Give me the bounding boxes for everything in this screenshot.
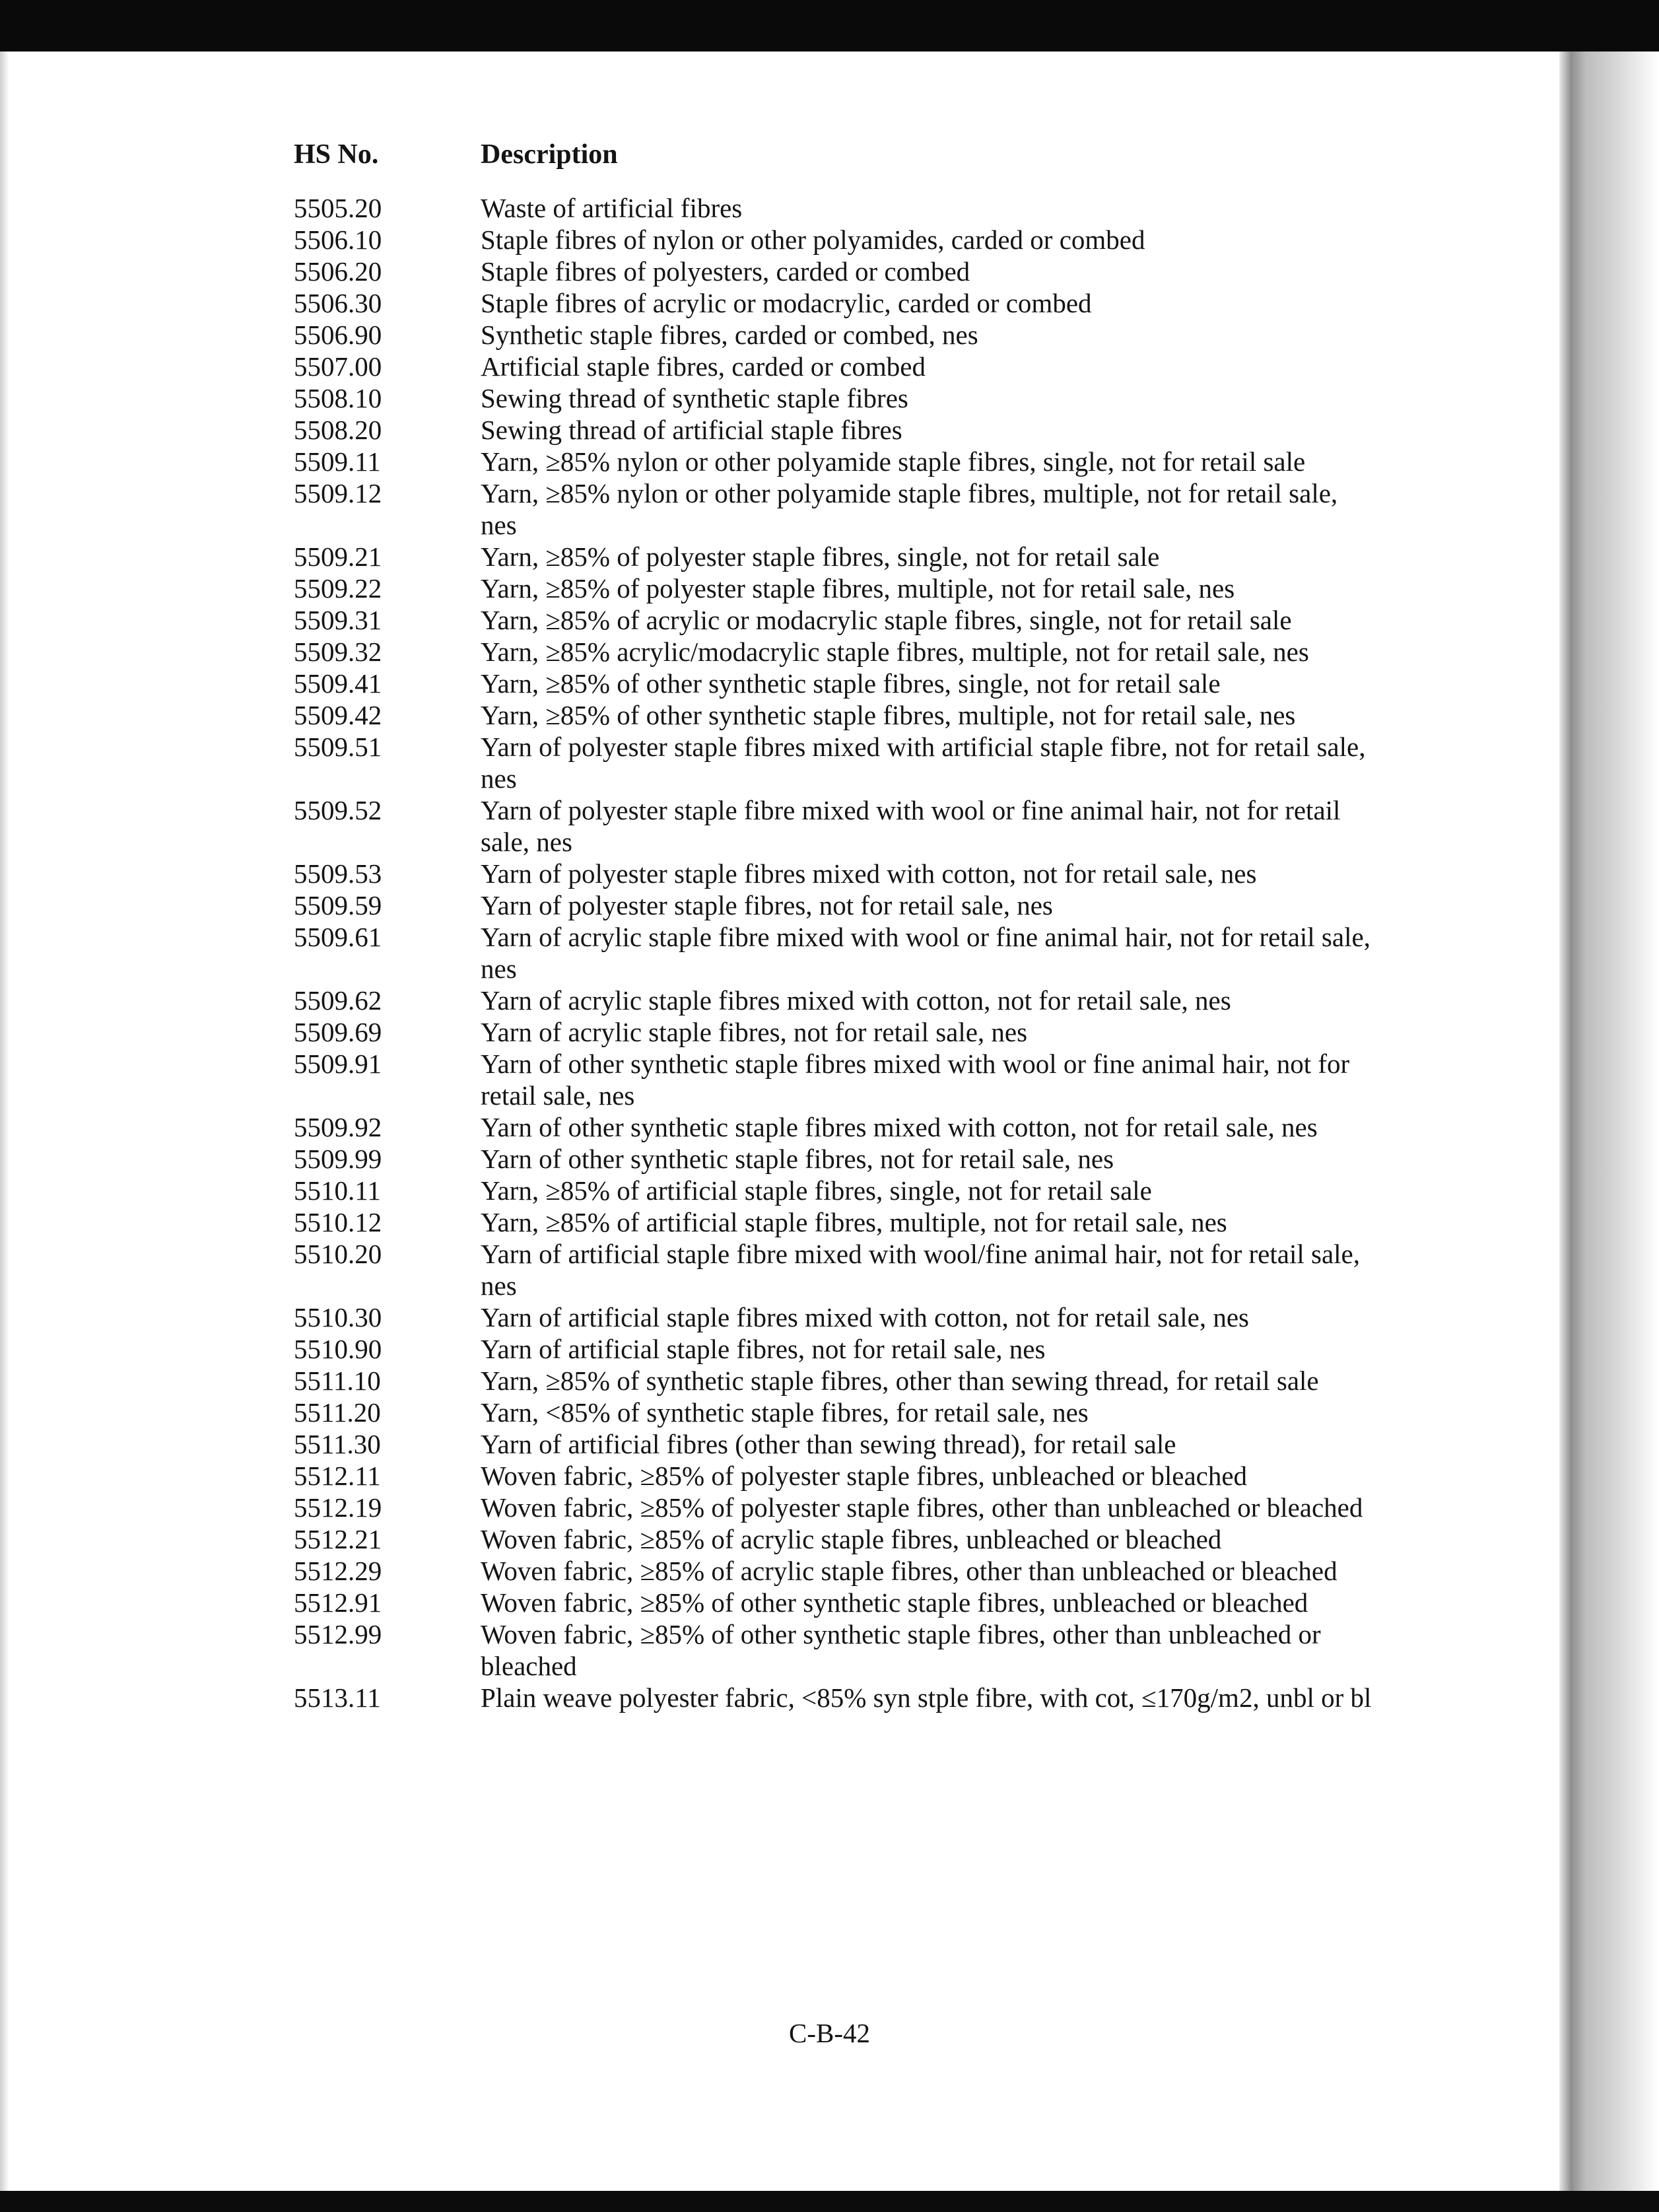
table-row <box>294 477 1376 541</box>
table-row <box>294 1365 1376 1397</box>
hs-code: 5512.21 <box>294 1524 382 1554</box>
column-header-hs-no: HS No. <box>294 139 379 170</box>
hs-description: Woven fabric, ≥85% of other synthetic staple fibres, other than unbleached or bleached <box>481 1619 1321 1681</box>
hs-code: 5510.11 <box>294 1175 381 1206</box>
hs-description: Woven fabric, ≥85% of polyester staple fibres, unbleached or bleached <box>481 1461 1248 1491</box>
table-row <box>294 794 1376 858</box>
hs-description: Yarn, <85% of synthetic staple fibres, for retail sale, nes <box>481 1397 1089 1428</box>
hs-description: Yarn, ≥85% acrylic/modacrylic staple fibres, multiple, not for retail sale, nes <box>481 637 1309 667</box>
table-row <box>294 1143 1376 1175</box>
hs-description: Woven fabric, ≥85% of polyester staple fibres, other than unbleached or bleached <box>481 1492 1363 1523</box>
hs-code: 5510.30 <box>294 1302 382 1332</box>
hs-description: Waste of artificial fibres <box>481 193 743 223</box>
table-row <box>294 446 1376 477</box>
table-row <box>294 224 1376 256</box>
hs-code: 5509.51 <box>294 732 382 762</box>
hs-code: 5509.21 <box>294 541 382 572</box>
table-row <box>294 889 1376 921</box>
table-row <box>294 541 1376 572</box>
table-row <box>294 192 1376 224</box>
table-row <box>294 1460 1376 1492</box>
table-row <box>294 351 1376 382</box>
hs-description: Yarn of artificial staple fibres, not for retail sale, nes <box>481 1334 1046 1364</box>
document-page <box>0 52 1558 2191</box>
hs-description: Yarn, ≥85% of artificial staple fibres, single, not for retail sale <box>481 1175 1152 1206</box>
table-row <box>294 604 1376 636</box>
table-row <box>294 1206 1376 1238</box>
table-header <box>294 137 1482 172</box>
hs-description: Yarn, ≥85% of synthetic staple fibres, other than sewing thread, for retail sale <box>481 1365 1319 1396</box>
hs-code: 5506.30 <box>294 288 382 318</box>
column-header-description: Description <box>481 139 618 170</box>
hs-description: Yarn of acrylic staple fibres, not for retail sale, nes <box>481 1017 1028 1047</box>
hs-code: 5509.99 <box>294 1144 382 1174</box>
table-row <box>294 985 1376 1016</box>
table-row <box>294 1111 1376 1143</box>
hs-description: Yarn of other synthetic staple fibres, not for retail sale, nes <box>481 1144 1114 1174</box>
hs-description: Yarn of polyester staple fibres mixed with cotton, not for retail sale, nes <box>481 858 1257 889</box>
table-row <box>294 256 1376 287</box>
hs-description: Yarn of artificial staple fibre mixed with wool/fine animal hair, not for retail sale, nes <box>481 1239 1360 1301</box>
hs-description: Yarn of polyester staple fibre mixed with wool or fine animal hair, not for retail sale, nes <box>481 795 1341 857</box>
hs-code: 5509.31 <box>294 605 382 635</box>
hs-description: Yarn, ≥85% nylon or other polyamide staple fibres, multiple, not for retail sale, nes <box>481 478 1338 540</box>
hs-code: 5512.29 <box>294 1556 382 1586</box>
table-row <box>294 1175 1376 1206</box>
hs-description: Yarn, ≥85% nylon or other polyamide staple fibres, single, not for retail sale <box>481 446 1306 477</box>
hs-description: Woven fabric, ≥85% of acrylic staple fibres, other than unbleached or bleached <box>481 1556 1337 1586</box>
table-row <box>294 1555 1376 1587</box>
hs-code: 5509.62 <box>294 985 382 1016</box>
hs-code: 5505.20 <box>294 193 382 223</box>
table-row <box>294 287 1376 319</box>
hs-code: 5512.99 <box>294 1619 382 1649</box>
hs-code: 5510.20 <box>294 1239 382 1269</box>
hs-code: 5507.00 <box>294 351 382 382</box>
hs-description: Yarn, ≥85% of other synthetic staple fibres, multiple, not for retail sale, nes <box>481 700 1296 730</box>
hs-code: 5509.22 <box>294 573 382 604</box>
hs-description: Yarn of other synthetic staple fibres mixed with cotton, not for retail sale, nes <box>481 1112 1318 1142</box>
hs-code: 5509.52 <box>294 795 382 825</box>
hs-code: 5511.20 <box>294 1397 381 1428</box>
hs-description: Synthetic staple fibres, carded or combed, nes <box>481 320 978 350</box>
hs-description: Artificial staple fibres, carded or combed <box>481 351 926 382</box>
hs-description: Plain weave polyester fabric, <85% syn stple fibre, with cot, ≤170g/m2, unbl or bl <box>481 1682 1372 1713</box>
scan-border-bottom <box>0 2191 1659 2212</box>
hs-code: 5512.19 <box>294 1492 382 1523</box>
table-row <box>294 1492 1376 1523</box>
hs-description: Staple fibres of acrylic or modacrylic, carded or combed <box>481 288 1092 318</box>
hs-code-table <box>294 192 1376 1713</box>
hs-code: 5510.12 <box>294 1207 382 1237</box>
hs-code: 5509.53 <box>294 858 382 889</box>
hs-description: Yarn of artificial fibres (other than sewing thread), for retail sale <box>481 1429 1176 1459</box>
table-row <box>294 921 1376 985</box>
table-row <box>294 1016 1376 1048</box>
hs-description: Sewing thread of synthetic staple fibres <box>481 383 908 413</box>
hs-code: 5513.11 <box>294 1682 381 1713</box>
hs-code: 5506.90 <box>294 320 382 350</box>
scan-border-top <box>0 0 1659 52</box>
hs-description: Yarn, ≥85% of artificial staple fibres, multiple, not for retail sale, nes <box>481 1207 1227 1237</box>
table-row <box>294 699 1376 731</box>
hs-description: Woven fabric, ≥85% of other synthetic staple fibres, unbleached or bleached <box>481 1587 1308 1618</box>
hs-code: 5509.91 <box>294 1049 382 1079</box>
hs-code: 5511.10 <box>294 1365 381 1396</box>
hs-description: Yarn, ≥85% of other synthetic staple fibres, single, not for retail sale <box>481 668 1221 699</box>
table-row <box>294 1397 1376 1428</box>
table-row <box>294 668 1376 699</box>
hs-code: 5509.59 <box>294 890 382 920</box>
hs-description: Yarn, ≥85% of acrylic or modacrylic staple fibres, single, not for retail sale <box>481 605 1292 635</box>
hs-code: 5512.11 <box>294 1461 381 1491</box>
hs-description: Yarn of acrylic staple fibres mixed with cotton, not for retail sale, nes <box>481 985 1231 1016</box>
hs-code: 5512.91 <box>294 1587 382 1618</box>
table-row <box>294 414 1376 446</box>
hs-code: 5506.20 <box>294 256 382 287</box>
hs-description: Staple fibres of nylon or other polyamides, carded or combed <box>481 225 1145 255</box>
hs-description: Woven fabric, ≥85% of acrylic staple fibres, unbleached or bleached <box>481 1524 1222 1554</box>
hs-description: Yarn, ≥85% of polyester staple fibres, single, not for retail sale <box>481 541 1160 572</box>
table-row <box>294 382 1376 414</box>
hs-code: 5509.69 <box>294 1017 382 1047</box>
hs-code: 5509.41 <box>294 668 382 699</box>
table-row <box>294 1428 1376 1460</box>
table-row <box>294 1048 1376 1111</box>
hs-description: Sewing thread of artificial staple fibres <box>481 415 902 445</box>
table-row <box>294 1523 1376 1555</box>
hs-description: Yarn of artificial staple fibres mixed with cotton, not for retail sale, nes <box>481 1302 1250 1332</box>
hs-code: 5509.42 <box>294 700 382 730</box>
table-row <box>294 731 1376 794</box>
hs-description: Yarn of acrylic staple fibre mixed with wool or fine animal hair, not for retail sale, nes <box>481 922 1371 984</box>
hs-description: Staple fibres of polyesters, carded or combed <box>481 256 970 287</box>
hs-description: Yarn of polyester staple fibres mixed with artificial staple fibre, not for retail sale, nes <box>481 732 1366 794</box>
table-row <box>294 858 1376 889</box>
hs-code: 5509.12 <box>294 478 382 508</box>
table-row <box>294 1587 1376 1618</box>
table-row <box>294 1238 1376 1301</box>
table-row <box>294 1618 1376 1682</box>
hs-description: Yarn, ≥85% of polyester staple fibres, multiple, not for retail sale, nes <box>481 573 1235 604</box>
hs-code: 5510.90 <box>294 1334 382 1364</box>
hs-code: 5509.11 <box>294 446 381 477</box>
table-row <box>294 319 1376 351</box>
table-row <box>294 1333 1376 1365</box>
hs-code: 5506.10 <box>294 225 382 255</box>
scan-page-edge-right <box>1559 52 1659 2191</box>
hs-code: 5508.20 <box>294 415 382 445</box>
hs-description: Yarn of other synthetic staple fibres mixed with wool or fine animal hair, not for retail sale, nes <box>481 1049 1350 1111</box>
hs-code: 5511.30 <box>294 1429 381 1459</box>
hs-code: 5509.32 <box>294 637 382 667</box>
table-row <box>294 572 1376 604</box>
hs-description: Yarn of polyester staple fibres, not for retail sale, nes <box>481 890 1053 920</box>
hs-code: 5508.10 <box>294 383 382 413</box>
hs-code: 5509.61 <box>294 922 382 952</box>
table-row <box>294 1682 1376 1713</box>
hs-code: 5509.92 <box>294 1112 382 1142</box>
table-row <box>294 1301 1376 1333</box>
page-number: C-B-42 <box>789 2018 870 2048</box>
table-row <box>294 636 1376 668</box>
